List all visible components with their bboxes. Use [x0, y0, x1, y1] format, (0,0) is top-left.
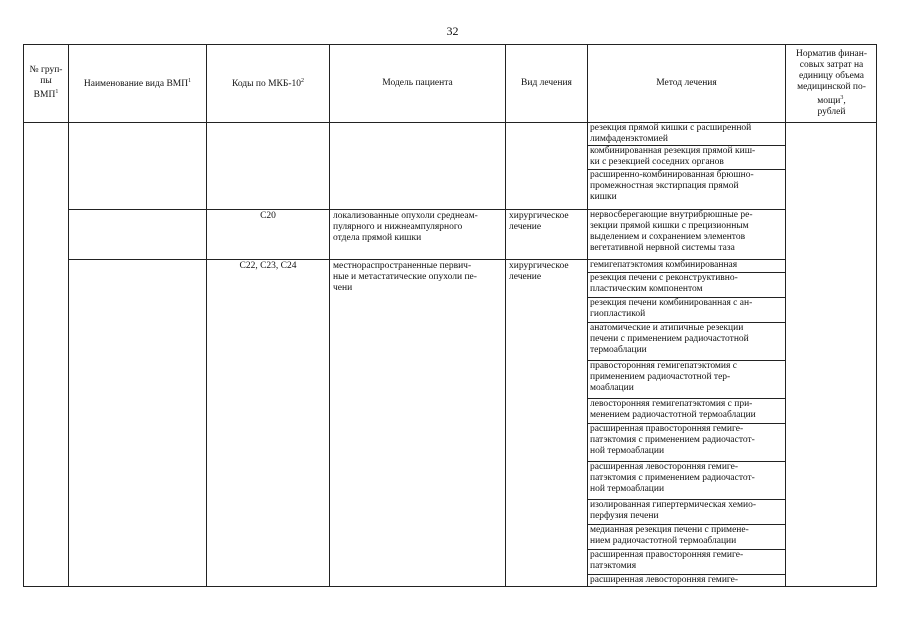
page-number: 32 [446, 24, 459, 38]
method-cell: резекция печени комбинированная с ан- гиопластикой [590, 298, 753, 319]
method-cell: левосторонняя гемигепатэктомия с при- менением радиочастотной термоаблации [590, 399, 756, 420]
patient-model-cell: местнораспространенные первич- ные и метастатические опухоли пе- чени [333, 261, 477, 293]
column-divider [505, 45, 506, 586]
patient-model-cell: локализованные опухоли среднеам- пулярного и нижнеампулярного отдела прямой кишки [333, 211, 478, 243]
method-cell: расширенная левосторонняя гемиге- [590, 575, 739, 585]
column-divider [206, 45, 207, 586]
method-cell: расширенная левосторонняя гемиге- патэктомия с применением радиочастот- ной термоаблации [590, 462, 755, 494]
treatment-type-cell: хирургическое лечение [509, 211, 569, 232]
method-cell: расширенно-комбинированная брюшно- промежностная экстирпация прямой кишки [590, 170, 754, 202]
column-divider [329, 45, 330, 586]
vmp-table [23, 44, 877, 587]
method-cell: резекция печени с реконструктивно- пластическим компонентом [590, 273, 738, 294]
method-cell: анатомические и атипичные резекции печени с применением радиочастотной термоаблации [590, 323, 749, 355]
header-patient-model: Модель пациента [382, 78, 453, 88]
method-cell: медианная резекция печени с примене- нием радиочастотной термоаблации [590, 525, 749, 546]
header-treatment-method: Метод лечения [656, 78, 717, 88]
method-cell: расширенная правосторонняя гемиге- патэктомия [590, 550, 744, 571]
header-treatment-type: Вид лечения [521, 78, 572, 88]
icd-code-cell: C20 [260, 211, 276, 221]
icd-code-cell: C22, C23, C24 [239, 261, 297, 271]
header-icd-codes: Коды по МКБ-$10^2$ [231, 78, 305, 90]
method-cell: правосторонняя гемигепатэктомия с применением радиочастотной тер- моаблации [590, 361, 737, 393]
method-cell: расширенная правосторонняя гемиге- патэктомия с применением радиочастот- ной термоаблации [590, 424, 755, 456]
column-divider [785, 45, 786, 586]
method-cell: комбинированная резекция прямой киш- ки с резекцией соседних органов [590, 146, 756, 167]
header-norm-cost: Норматив финан- совых затрат на единицу объема медицинской по- мощи$^3$, рублей [795, 48, 868, 118]
method-cell: нервосберегающие внутрибрюшные ре- зекции прямой кишки с прецизионным выделением и сохранением элементов вегетативной нервной системы таза [590, 210, 753, 253]
method-cell: гемигепатэктомия комбинированная [590, 260, 738, 270]
method-cell: резекция прямой кишки с расширенной лимфаденэктомией [590, 123, 752, 144]
column-divider [68, 45, 69, 586]
treatment-type-cell: хирургическое лечение [509, 261, 569, 282]
method-cell: изолированная гипертермическая хемио- перфузия печени [590, 500, 757, 521]
header-vmp-name: Наименование вида ВМП$^1$ [83, 78, 192, 90]
header-group-no: № груп- пы ВМП$^1$ [29, 65, 63, 101]
